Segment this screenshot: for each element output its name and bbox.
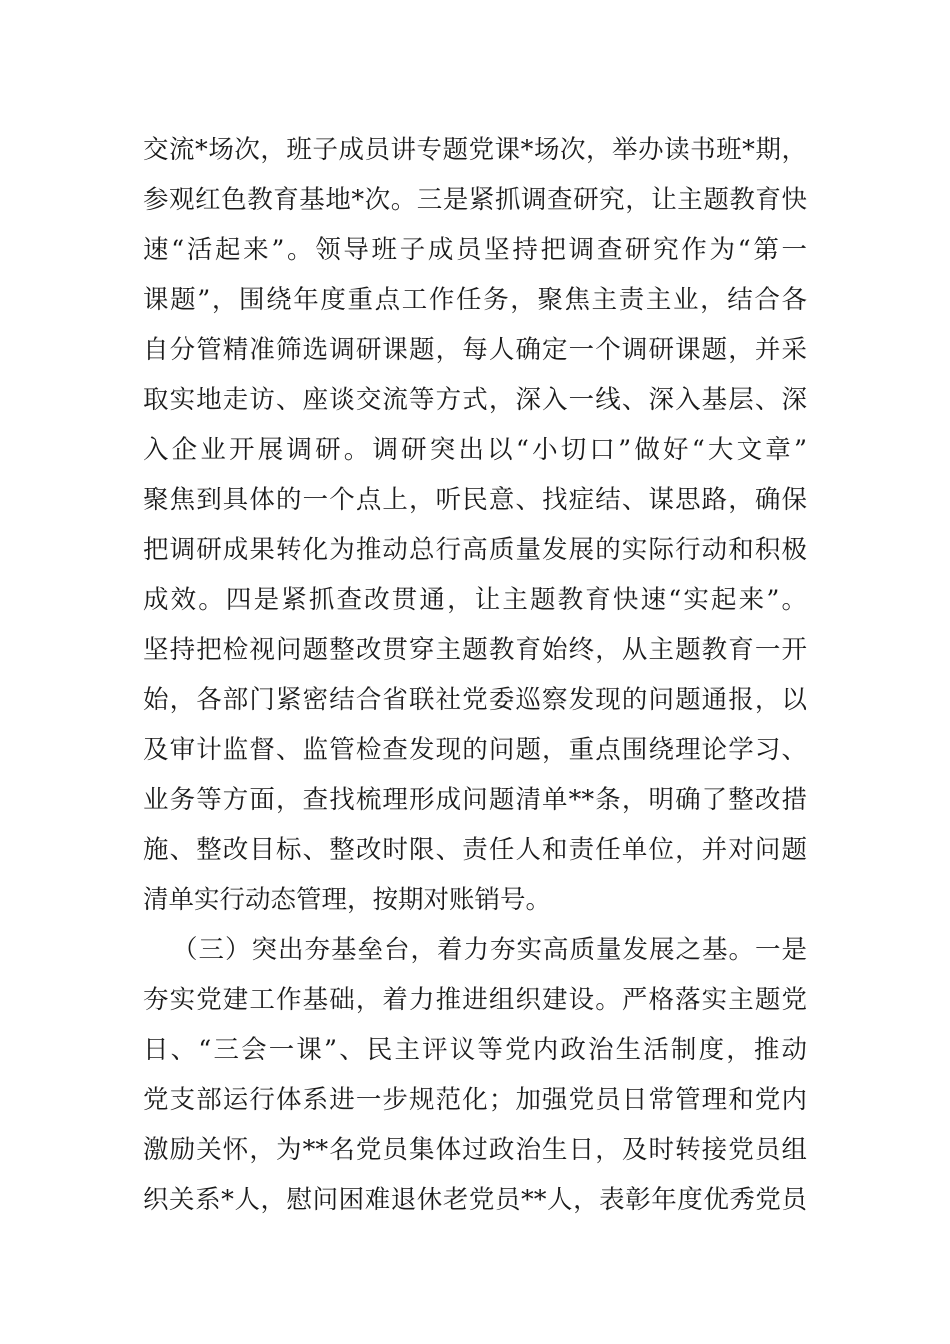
text-line: 速“活起来”。领导班子成员坚持把调查研究作为“第一	[143, 235, 807, 265]
text-line: 入企业开展调研。调研突出以“小切口”做好“大文章”	[143, 435, 807, 465]
text-line: 及审计监督、监管检查发现的问题，重点围绕理论学习、	[143, 735, 807, 765]
text-line: 日、“三会一课”、民主评议等党内政治生活制度，推动	[143, 1035, 807, 1065]
text-line: 业务等方面，查找梳理形成问题清单**条，明确了整改措	[143, 785, 807, 815]
text-line: 夯实党建工作基础，着力推进组织建设。严格落实主题党	[143, 985, 807, 1015]
paragraph-first-line: （三）突出夯基垒台，着力夯实高质量发展之基。一是	[172, 935, 807, 965]
text-line: 聚焦到具体的一个点上，听民意、找症结、谋思路，确保	[143, 485, 807, 515]
text-line: 党支部运行体系进一步规范化；加强党员日常管理和党内	[143, 1085, 807, 1115]
text-line: 课题”，围绕年度重点工作任务，聚焦主责主业，结合各	[143, 285, 807, 315]
text-line: 把调研成果转化为推动总行高质量发展的实际行动和积极	[143, 535, 807, 565]
text-line: 交流*场次，班子成员讲专题党课*场次，举办读书班*期，	[143, 135, 807, 165]
text-line: 自分管精准筛选调研课题，每人确定一个调研课题，并采	[143, 335, 807, 365]
text-line: 成效。四是紧抓查改贯通，让主题教育快速“实起来”。	[143, 585, 807, 615]
text-line: 始，各部门紧密结合省联社党委巡察发现的问题通报，以	[143, 685, 807, 715]
text-line: 取实地走访、座谈交流等方式，深入一线、深入基层、深	[143, 385, 807, 415]
text-line: 激励关怀，为**名党员集体过政治生日，及时转接党员组	[143, 1135, 807, 1165]
text-line: 清单实行动态管理，按期对账销号。	[143, 885, 552, 915]
text-line: 织关系*人，慰问困难退休老党员**人，表彰年度优秀党员	[143, 1185, 807, 1215]
text-line: 坚持把检视问题整改贯穿主题教育始终，从主题教育一开	[143, 635, 807, 665]
text-line: 参观红色教育基地*次。三是紧抓调查研究，让主题教育快	[143, 185, 807, 215]
text-line: 施、整改目标、整改时限、责任人和责任单位，并对问题	[143, 835, 807, 865]
